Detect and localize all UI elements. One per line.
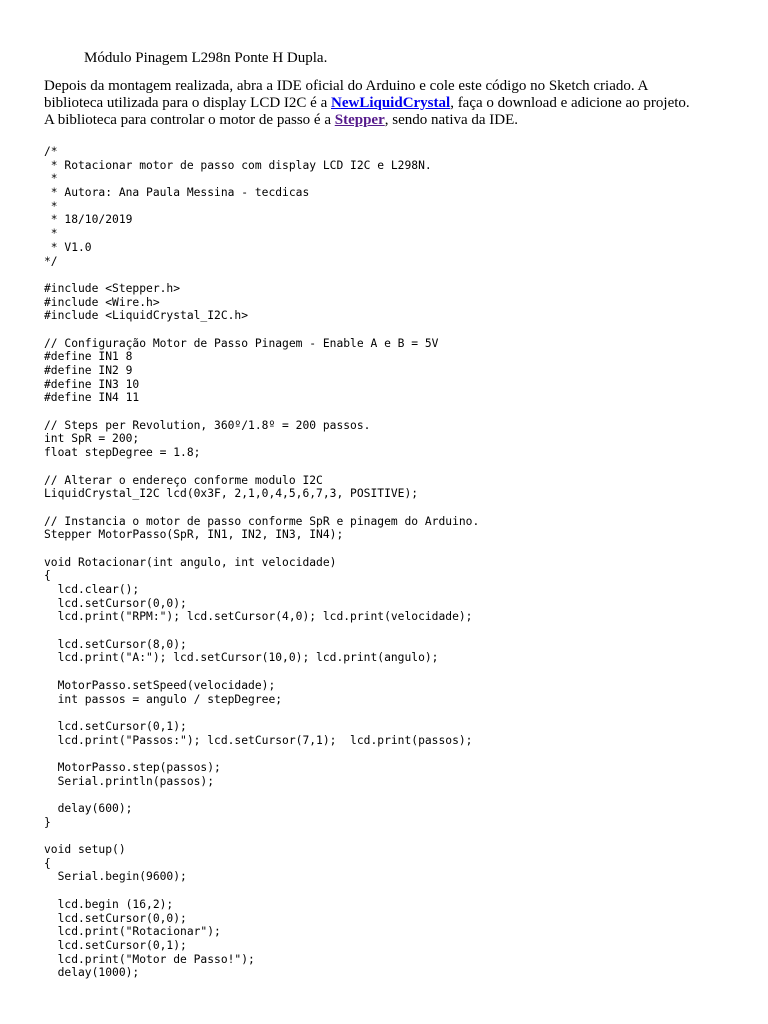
code-line: /*: [44, 145, 58, 158]
code-line: }: [44, 815, 51, 829]
code-line: [44, 788, 744, 802]
code-line: void Rotacionar(int angulo, int velocidade): [44, 555, 337, 569]
code-line: LiquidCrystal_I2C lcd(0x3F, 2,1,0,4,5,6,7,3, POSITIVE);: [44, 487, 419, 501]
code-line: lcd.begin (16,2);: [44, 897, 174, 911]
figure-caption: Módulo Pinagem L298n Ponte H Dupla.: [84, 50, 328, 66]
code-line: [44, 706, 744, 720]
code-line: #include <Stepper.h>: [44, 281, 181, 295]
code-line: MotorPasso.setSpeed(velocidade);: [44, 678, 276, 692]
code-line: // Instancia o motor de passo conforme SpR e pinagem do Arduino.: [44, 514, 480, 528]
code-line: [44, 323, 744, 337]
code-line: [44, 460, 744, 474]
code-line: lcd.print("A:"); lcd.setCursor(10,0); lcd.print(angulo);: [44, 651, 439, 665]
code-line: MotorPasso.step(passos);: [44, 760, 221, 774]
code-line: #include <LiquidCrystal_I2C.h>: [44, 309, 249, 323]
code-line: // Alterar o endereço conforme modulo I2C: [44, 473, 323, 487]
code-line: [44, 501, 744, 515]
code-line: delay(1000);: [44, 966, 140, 980]
code-line: lcd.print("Rotacionar");: [44, 925, 221, 939]
intro-line-2: [44, 95, 744, 112]
code-line: *: [44, 227, 58, 241]
code-line: // Steps per Revolution, 360º/1.8º = 200 passos.: [44, 418, 371, 432]
code-line: *: [44, 172, 58, 186]
code-line: lcd.setCursor(0,0);: [44, 596, 187, 610]
code-line: void setup(): [44, 843, 126, 857]
code-line: * Autora: Ana Paula Messina - tecdicas: [44, 186, 310, 200]
code-line: [44, 747, 744, 761]
code-line: *: [44, 199, 58, 213]
code-line: [44, 405, 744, 419]
code-line: float stepDegree = 1.8;: [44, 446, 201, 460]
code-line: */: [44, 254, 58, 268]
code-line: * 18/10/2019: [44, 213, 133, 227]
code-line: lcd.setCursor(0,0);: [44, 911, 187, 925]
code-line: lcd.setCursor(0,1);: [44, 938, 187, 952]
newliquidcrystal-link[interactable]: NewLiquidCrystal: [331, 95, 451, 111]
code-line: * V1.0: [44, 240, 92, 254]
code-line: Serial.begin(9600);: [44, 870, 187, 884]
code-line: Stepper MotorPasso(SpR, IN1, IN2, IN3, IN4);: [44, 528, 344, 542]
code-line: lcd.setCursor(0,1);: [44, 719, 187, 733]
intro-paragraph: [44, 78, 744, 129]
code-line: #define IN3 10: [44, 377, 140, 391]
intro-line-3: [44, 112, 744, 129]
code-line: lcd.clear();: [44, 583, 140, 596]
code-line: int SpR = 200;: [44, 432, 140, 446]
code-line: Serial.println(passos);: [44, 774, 215, 788]
code-line: lcd.setCursor(8,0);: [44, 637, 187, 651]
code-line: int passos = angulo / stepDegree;: [44, 692, 283, 706]
code-line: #define IN1 8: [44, 350, 133, 364]
code-line: lcd.print("Passos:"); lcd.setCursor(7,1); lcd.print(passos);: [44, 733, 473, 747]
code-line: lcd.print("Motor de Passo!");: [44, 952, 255, 966]
code-block: [44, 145, 744, 980]
code-line: {: [44, 856, 51, 870]
code-line: * Rotacionar motor de passo com display LCD I2C e L298N.: [44, 158, 432, 172]
code-line: lcd.print("RPM:"); lcd.setCursor(4,0); lcd.print(velocidade);: [44, 610, 473, 624]
code-line: // Configuração Motor de Passo Pinagem - Enable A e B = 5V: [44, 336, 439, 350]
code-line: #define IN2 9: [44, 364, 133, 377]
intro-line-2-text-before: biblioteca utilizada para o display LCD I2C é a: [44, 95, 331, 111]
code-line: [44, 665, 744, 679]
intro-line-2-text-after: , faça o download e adicione ao projeto.: [450, 95, 690, 111]
code-line: [44, 624, 744, 638]
code-line: [44, 268, 744, 282]
stepper-link[interactable]: Stepper: [334, 112, 385, 128]
intro-line-3-text-after: , sendo nativa da IDE.: [384, 112, 519, 128]
intro-line-1: Depois da montagem realizada, abra a IDE oficial do Arduino e cole este código no Sketch criado. A: [44, 78, 649, 94]
code-line: delay(600);: [44, 802, 133, 815]
code-line: [44, 829, 744, 843]
code-line: [44, 884, 744, 898]
code-line: #define IN4 11: [44, 391, 140, 405]
code-line: [44, 542, 744, 556]
code-line: #include <Wire.h>: [44, 295, 160, 309]
intro-line-3-text-before: A biblioteca para controlar o motor de passo é a: [44, 112, 335, 128]
code-line: {: [44, 569, 51, 583]
